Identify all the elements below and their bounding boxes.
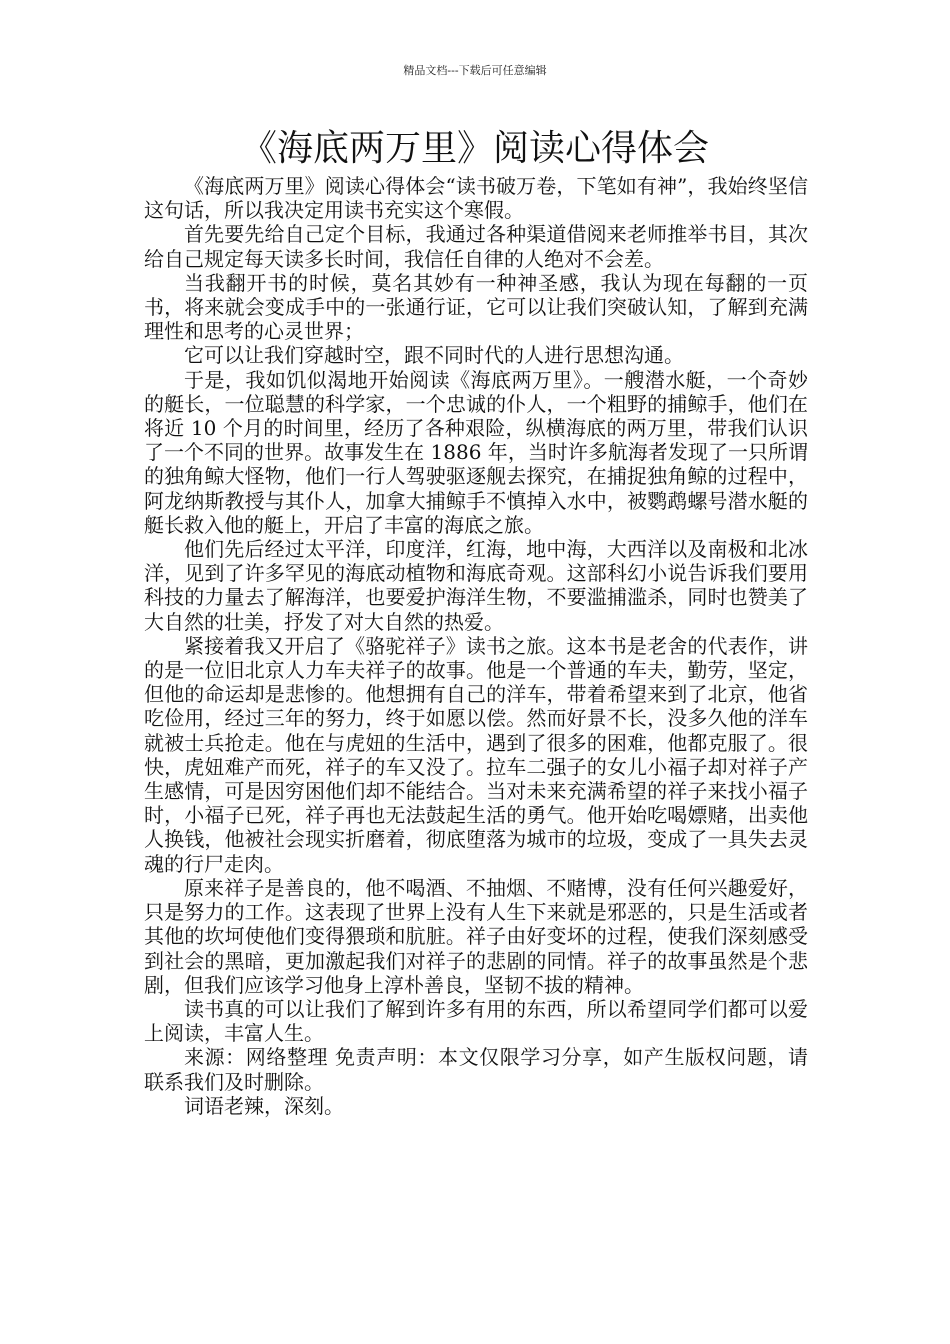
paragraph: 首先要先给自己定个目标，我通过各种渠道借阅来老师推举书目，其次给自己规定每天读多长时间，我信任自律的人绝对不会差。: [144, 222, 808, 271]
paragraph: 于是，我如饥似渴地开始阅读《海底两万里》。一艘潜水艇，一个奇妙的艇长，一位聪慧的科学家，一个忠诚的仆人，一个粗野的捕鲸手，他们在将近 10 个月的时间里，经历了各种艰险，纵横海底的两万里，带我们认识了一个不同的世界。故事发生在 1886 年，当时许多航海者发现了一只所谓的独角鲸大怪物，他们一行人驾驶驱逐舰去探究，在捕捉独角鲸的过程中，阿龙纳斯教授与其仆人，加拿大捕鲸手不慎掉入水中，被鹦鹉螺号潜水艇的艇长救入他的艇上，开启了丰富的海底之旅。: [144, 367, 808, 537]
paragraph: 他们先后经过太平洋，印度洋，红海，地中海，大西洋以及南极和北冰洋，见到了许多罕见的海底动植物和海底奇观。这部科幻小说告诉我们要用科技的力量去了解海洋，也要爱护海洋生物，不要滥捕滥杀，同时也赞美了大自然的壮美，抒发了对大自然的热爱。: [144, 537, 808, 634]
paragraph: 读书真的可以让我们了解到许多有用的东西，所以希望同学们都可以爱上阅读，丰富人生。: [144, 996, 808, 1046]
header-note: 精品文档---下载后可任意编辑: [403, 64, 547, 77]
paragraph: 紧接着我又开启了《骆驼祥子》读书之旅。这本书是老舍的代表作，讲的是一位旧北京人力车夫祥子的故事。他是一个普通的车夫，勤劳，坚定，但他的命运却是悲惨的。他想拥有自己的洋车，带着希望来到了北京，他省吃俭用，经过三年的努力，终于如愿以偿。然而好景不长，没多久他的洋车就被士兵抢走。他在与虎妞的生活中，遇到了很多的困难，他都克服了。很快，虎妞难产而死，祥子的车又没了。拉车二强子的女儿小福子却对祥子产生感情，可是因穷困他们却不能结合。当对未来充满希望的祥子来找小福子时，小福子已死，祥子再也无法鼓起生活的勇气。他开始吃喝嫖赌，出卖他人换钱，他被社会现实折磨着，彻底堕落为城市的垃圾，变成了一具失去灵魂的行尸走肉。: [144, 633, 808, 876]
paragraph: 《海底两万里》阅读心得体会“读书破万卷，下笔如有神”，我始终坚信这句话，所以我决定用读书充实这个寒假。: [144, 174, 808, 223]
paragraph: 它可以让我们穿越时空，跟不同时代的人进行思想沟通。: [184, 343, 684, 368]
document-title: 《海底两万里》阅读心得体会: [240, 128, 709, 169]
paragraph: 当我翻开书的时候，莫名其妙有一种神圣感，我认为现在每翻的一页书，将来就会变成手中的一张通行证，它可以让我们突破认知，了解到充满理性和思考的心灵世界；: [144, 270, 808, 344]
paragraph: 来源：网络整理 免责声明：本文仅限学习分享，如产生版权问题，请联系我们及时删除。: [144, 1045, 808, 1094]
document-body: [144, 174, 808, 1118]
paragraph: 词语老辣，深刻。: [184, 1093, 344, 1118]
paragraph: 原来祥子是善良的，他不喝酒、不抽烟、不赌博，没有任何兴趣爱好，只是努力的工作。这表现了世界上没有人生下来就是邪恶的，只是生活或者其他的坎坷使他们变得猥琐和肮脏。祥子由好变坏的过程，使我们深刻感受到社会的黑暗，更加激起我们对祥子的悲剧的同情。祥子的故事虽然是个悲剧，但我们应该学习他身上淳朴善良，坚韧不拔的精神。: [144, 875, 808, 997]
